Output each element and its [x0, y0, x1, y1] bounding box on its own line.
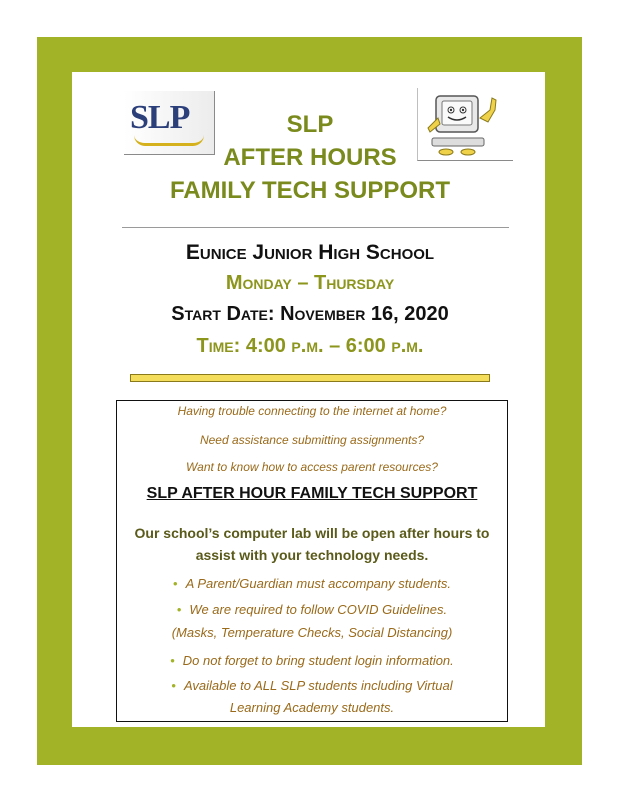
lab-announcement: [116, 522, 508, 566]
lab-line-1: Our school’s computer lab will be open after hours to: [134, 525, 490, 541]
bullet-item: [116, 675, 508, 697]
info-subheading: SLP AFTER HOUR FAMILY TECH SUPPORT: [146, 485, 478, 502]
event-time: Time: 4:00 p.m. – 6:00 p.m.: [196, 335, 424, 357]
bullet-icon: •: [171, 678, 176, 693]
question-item: Need assistance submitting assignments?: [199, 433, 425, 447]
gold-divider-bar: [130, 374, 490, 382]
bullet-continuation: (Masks, Temperature Checks, Social Distancing): [171, 625, 453, 640]
bullet-icon: •: [170, 653, 175, 668]
title-line-1: SLP: [286, 111, 334, 138]
bullet-continuation: Learning Academy students.: [229, 700, 395, 715]
bullet-text: We are required to follow COVID Guidelines.: [189, 602, 448, 617]
question-item: Want to know how to access parent resources?: [186, 460, 438, 474]
event-days: Monday – Thursday: [225, 272, 395, 294]
title-line-2: AFTER HOURS: [223, 144, 397, 171]
title-line-3: FAMILY TECH SUPPORT: [169, 177, 451, 204]
bullet-text: Available to ALL SLP students including Virtual: [183, 678, 453, 693]
bullet-icon: •: [173, 576, 178, 591]
logo-text: SLP: [130, 99, 190, 136]
start-date: Start Date: November 16, 2020: [171, 303, 449, 325]
bullet-item: [116, 573, 508, 595]
bullet-item: [116, 599, 508, 621]
bullet-icon: •: [176, 602, 182, 617]
bullet-text: Do not forget to bring student login information.: [182, 653, 454, 668]
lab-line-2: assist with your technology needs.: [195, 547, 429, 563]
divider: [122, 227, 509, 228]
school-name: Eunice Junior High School: [185, 241, 435, 264]
bullet-item: [116, 650, 508, 672]
bullet-text: A Parent/Guardian must accompany students.: [185, 576, 451, 591]
question-item: Having trouble connecting to the internet at home?: [177, 404, 447, 418]
